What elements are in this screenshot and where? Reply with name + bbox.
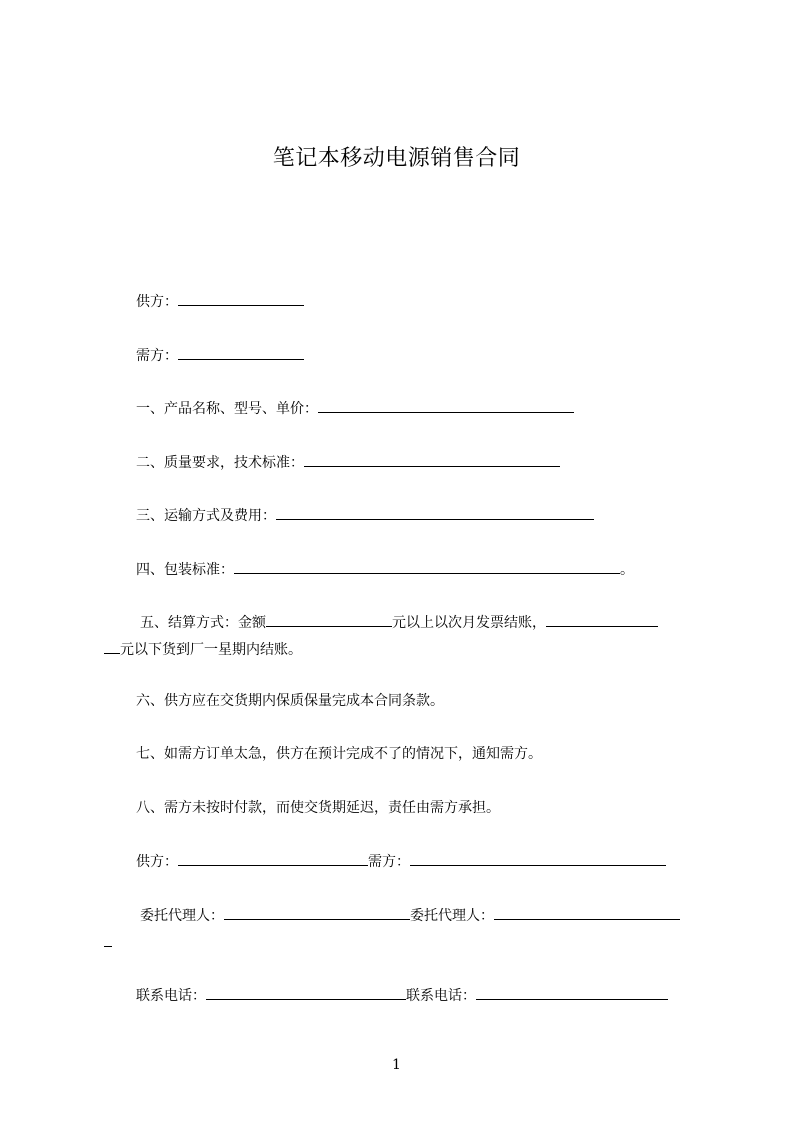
agent-label-1: 委托代理人： [140,908,224,924]
clause-5-label: 五、结算方式：金额 [140,615,266,631]
sign-supplier-blank [178,852,368,866]
clause-4-blank [234,560,620,574]
clause-5-mid: 元以上以次月发票结账， [392,615,546,631]
sign-buyer-blank [410,852,666,866]
phone-label-2: 联系电话： [406,988,476,1004]
buyer-label: 需方： [136,348,178,364]
phone-label-1: 联系电话： [136,988,206,1004]
clause-8-line: 八、需方未按时付款，而使交货期延迟，责任由需方承担。 [136,800,500,816]
supplier-line [136,292,304,311]
clause-7-line: 七、如需方订单太急，供方在预计完成不了的情况下，通知需方。 [136,746,542,762]
clause-3-blank [276,506,594,520]
clause-5-amount-blank [266,613,392,627]
phone-blank-1 [206,986,406,1000]
buyer-line [136,346,304,365]
supplier-blank [178,292,304,306]
clause-1-blank [318,399,574,413]
clause-5-line [140,613,658,632]
agent-label-2: 委托代理人： [410,908,494,924]
phone-blank-2 [476,986,668,1000]
clause-4-line [136,560,634,579]
clause-5-cont-blank [104,640,120,654]
clause-5-second-blank [546,613,658,627]
clause-1-line [136,399,574,418]
clause-1-label: 一、产品名称、型号、单价： [136,401,318,417]
agent-blank-1 [224,906,410,920]
clause-3-label: 三、运输方式及费用： [136,508,276,524]
signature-parties-line [136,852,666,871]
clause-5-continuation [104,640,302,659]
document-title: 笔记本移动电源销售合同 [272,146,521,171]
clause-3-line [136,506,594,525]
page-number: 1 [392,1057,401,1073]
clause-6-line: 六、供方应在交货期内保质保量完成本合同条款。 [136,693,444,709]
agent-blank-2 [494,906,680,920]
clause-5-cont-text: 元以下货到厂一星期内结账。 [120,642,302,658]
clause-4-end: 。 [620,562,634,578]
clause-2-line [136,453,560,472]
agent-cont-blank [104,933,112,947]
clause-4-label: 四、包装标准： [136,562,234,578]
phone-line [136,986,668,1005]
sign-buyer-label: 需方： [368,854,410,870]
buyer-blank [178,346,304,360]
clause-2-blank [304,453,560,467]
supplier-label: 供方： [136,294,178,310]
agent-continuation [104,933,112,952]
sign-supplier-label: 供方： [136,854,178,870]
clause-2-label: 二、质量要求，技术标准： [136,455,304,471]
agent-line [140,906,680,925]
